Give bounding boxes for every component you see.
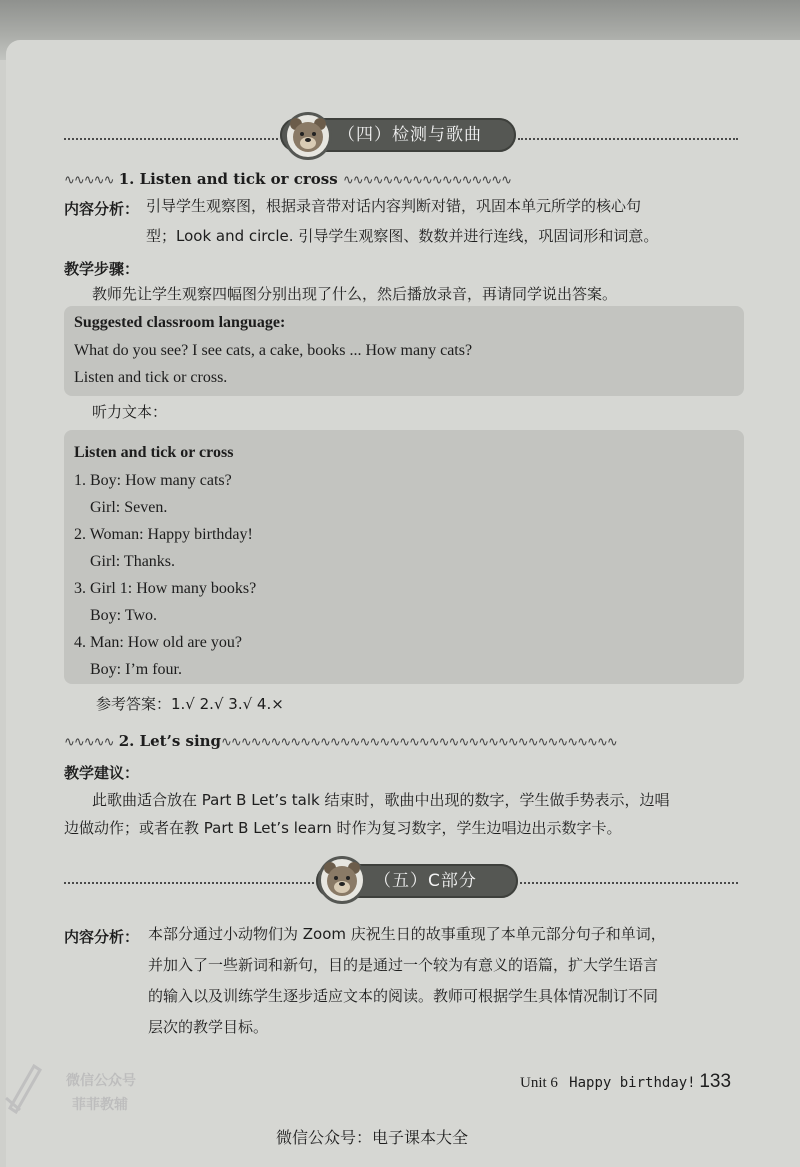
section5-line: 并加入了一些新词和新句，目的是通过一个较为有意义的语篇，扩大学生语言 — [148, 956, 659, 974]
watermark-line2: 菲菲教辅 — [72, 1097, 128, 1113]
listen-heading-text: 1. Listen and tick or cross — [118, 170, 338, 188]
bottom-watermark: 微信公众号：电子课本大全 — [276, 1128, 469, 1147]
teaching-steps-label: 教学步骤： — [64, 260, 140, 278]
classroom-language-title: Suggested classroom language: — [74, 314, 286, 331]
sing-heading-text: 2. Let’s sing — [118, 732, 222, 750]
classroom-language-line2: Listen and tick or cross. — [74, 369, 228, 386]
footer-title: Happy birthday! — [569, 1075, 696, 1091]
footer-unit: Unit 6 — [520, 1075, 558, 1091]
section5-line: 的输入以及训练学生逐步适应文本的阅读。教师可根据学生具体情况制订不同 — [148, 987, 659, 1005]
section4-title: （四）检测与歌曲 — [338, 125, 482, 145]
script-line: 2. Woman: Happy birthday! — [74, 526, 253, 543]
teaching-steps-text: 教师先让学生观察四幅图分别出现了什么，然后播放录音，再请同学说出答案。 — [92, 285, 618, 303]
page-footer — [520, 1071, 731, 1093]
bear-mascot-icon — [284, 112, 332, 160]
teaching-suggestion-label: 教学建议： — [64, 764, 140, 782]
sing-suggestion-line1: 此歌曲适合放在 Part B Let’s talk 结束时，歌曲中出现的数字，学生做手势表示，边唱 — [92, 791, 670, 809]
script-line: Girl: Seven. — [90, 499, 168, 516]
listen-heading: ∿∿∿∿∿ 1. Listen and tick or cross ∿∿∿∿∿∿∿∿∿∿∿∿∿∿∿∿∿ — [64, 170, 512, 188]
script-line: 3. Girl 1: How many books? — [74, 580, 257, 597]
script-line: Boy: Two. — [90, 607, 158, 624]
section-divider-left — [64, 882, 314, 884]
section-divider-right — [520, 882, 738, 884]
sing-suggestion-line2: 边做动作；或者在教 Part B Let’s learn 时作为复习数字，学生边唱边出示数字卡。 — [64, 819, 622, 837]
script-line: Girl: Thanks. — [90, 553, 176, 570]
page-number: 133 — [699, 1071, 732, 1092]
section5-content-label: 内容分析： — [64, 928, 140, 946]
classroom-language-line1: What do you see? I see cats, a cake, books ... How many cats? — [74, 342, 473, 359]
section5-line: 层次的教学目标。 — [148, 1018, 269, 1036]
watermark-line1: 微信公众号 — [66, 1073, 136, 1089]
sing-heading: ∿∿∿∿∿ 2. Let’s sing∿∿∿∿∿∿∿∿∿∿∿∿∿∿∿∿∿∿∿∿∿∿∿∿∿∿∿∿∿∿∿∿∿∿∿∿∿∿∿∿ — [64, 732, 617, 750]
pencil-watermark-icon — [4, 1058, 44, 1114]
section5-line: 本部分通过小动物们为 Zoom 庆祝生日的故事重现了本单元部分句子和单词， — [148, 925, 666, 943]
section5-title: （五）C部分 — [374, 871, 477, 891]
content-analysis-line2: 型；Look and circle. 引导学生观察图、数数并进行连线，巩固词形和词意。 — [146, 227, 659, 245]
listening-script-title: Listen and tick or cross — [74, 444, 234, 461]
bear-mascot-icon — [318, 856, 366, 904]
section-divider-right — [518, 138, 738, 140]
listening-script-label: 听力文本： — [92, 403, 168, 421]
reference-answer: 参考答案：1.√ 2.√ 3.√ 4.× — [96, 695, 284, 713]
script-line: 1. Boy: How many cats? — [74, 472, 232, 489]
content-analysis-line1: 引导学生观察图，根据录音带对话内容判断对错，巩固本单元所学的核心句 — [146, 197, 642, 215]
content-analysis-label: 内容分析： — [64, 200, 140, 218]
script-line: 4. Man: How old are you? — [74, 634, 242, 651]
script-line: Boy: I’m four. — [90, 661, 182, 678]
section-divider-left — [64, 138, 278, 140]
